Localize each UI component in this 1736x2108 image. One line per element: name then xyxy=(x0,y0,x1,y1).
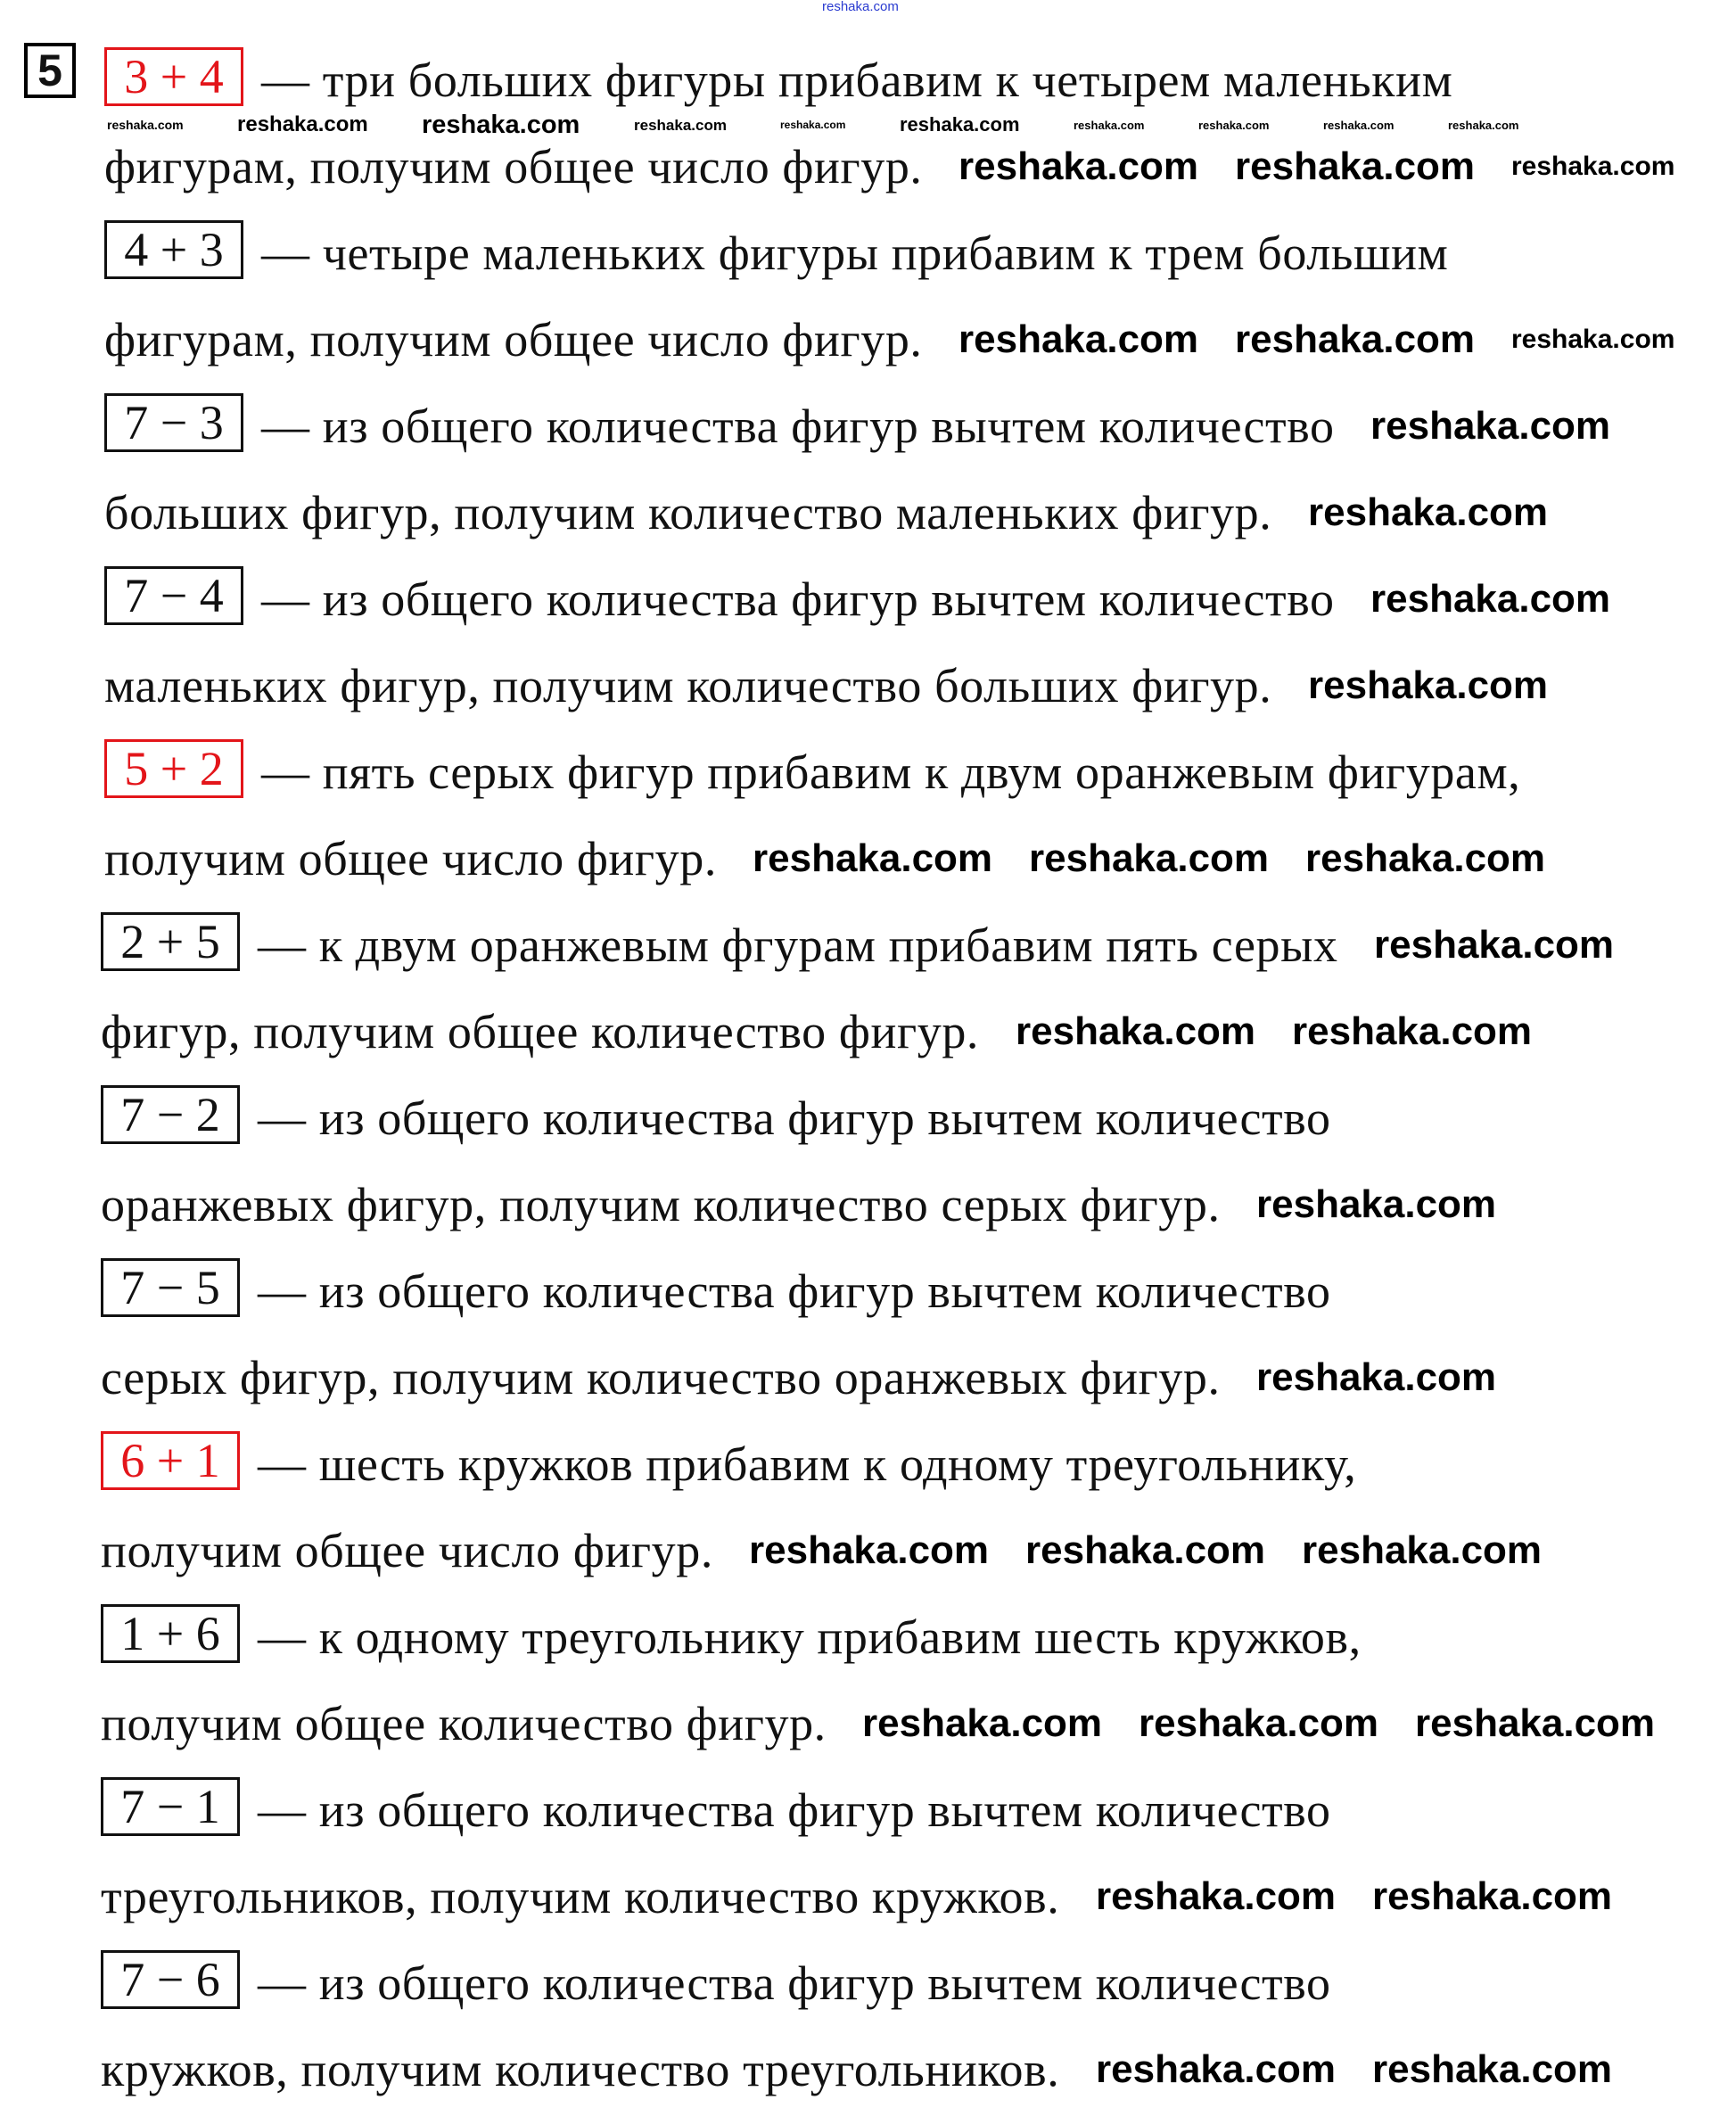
explanation-line-1: — из общего количества фигур вычтем количество xyxy=(258,1956,1331,2010)
watermark-text: reshaka.com xyxy=(959,317,1199,361)
watermark-text: reshaka.com xyxy=(237,112,368,136)
watermark-text: reshaka.com xyxy=(1370,577,1611,621)
watermark-text: reshaka.com xyxy=(780,119,846,131)
watermark-text: reshaka.com xyxy=(749,1528,990,1572)
expression-box: 7 − 5 xyxy=(101,1258,240,1317)
explanation-line-1: — из общего количества фигур вычтем количество xyxy=(258,1091,1331,1145)
expression-box: 7 − 2 xyxy=(101,1085,240,1144)
watermark-text: reshaka.com xyxy=(422,110,580,139)
watermark-text: reshaka.com xyxy=(1302,1528,1543,1572)
watermark-text: reshaka.com xyxy=(1016,1009,1256,1053)
watermark-text: reshaka.com xyxy=(1198,118,1270,132)
explanation-line-1: — из общего количества фигур вычтем количество xyxy=(261,399,1335,453)
expression-box: 2 + 5 xyxy=(101,912,240,971)
explanation-line-1: — шесть кружков прибавим к одному треугольнику, xyxy=(258,1437,1357,1491)
explanation-line-1: — к двум оранжевым фгурам прибавим пять серых xyxy=(258,918,1338,972)
watermark-text: reshaka.com xyxy=(1511,152,1675,181)
watermark-text: reshaka.com xyxy=(822,0,899,14)
watermark-text: reshaka.com xyxy=(1323,118,1395,132)
watermark-text: reshaka.com xyxy=(1415,1701,1656,1745)
watermark-text: reshaka.com xyxy=(1511,325,1675,354)
watermark-text: reshaka.com xyxy=(900,113,1020,136)
explanation-line-2: получим общее число фигур. xyxy=(101,1524,713,1577)
expression-box: 4 + 3 xyxy=(104,220,243,279)
watermark-text: reshaka.com xyxy=(1372,2047,1613,2091)
watermark-text: reshaka.com xyxy=(634,116,727,134)
explanation-line-2: треугольников, получим количество кружков. xyxy=(101,1870,1060,1923)
explanation-line-2: фигурам, получим общее число фигур. xyxy=(104,140,923,194)
expression-box: 1 + 6 xyxy=(101,1604,240,1663)
watermark-text: reshaka.com xyxy=(1370,404,1611,448)
explanation-line-2: кружков, получим количество треугольников. xyxy=(101,2043,1060,2096)
explanation-line-1: — из общего количества фигур вычтем количество xyxy=(258,1783,1331,1837)
explanation-line-1: — к одному треугольнику прибавим шесть кружков, xyxy=(258,1610,1362,1664)
expression-box: 7 − 4 xyxy=(104,566,243,625)
watermark-text: reshaka.com xyxy=(1448,118,1519,132)
watermark-text: reshaka.com xyxy=(1096,2047,1337,2091)
explanation-line-2: маленьких фигур, получим количество больших фигур. xyxy=(104,659,1272,712)
explanation-line-1: — из общего количества фигур вычтем количество xyxy=(258,1264,1331,1318)
watermark-text: reshaka.com xyxy=(1256,1355,1497,1399)
expression-box: 7 − 3 xyxy=(104,393,243,452)
explanation-line-2: оранжевых фигур, получим количество серых фигур. xyxy=(101,1178,1221,1231)
explanation-line-2: фигур, получим общее количество фигур. xyxy=(101,1005,980,1058)
explanation-line-2: серых фигур, получим количество оранжевых фигур. xyxy=(101,1351,1221,1404)
explanation-line-2: больших фигур, получим количество маленьких фигур. xyxy=(104,486,1272,539)
watermark-text: reshaka.com xyxy=(1235,317,1476,361)
task-number-badge: 5 xyxy=(24,43,76,98)
watermark-text: reshaka.com xyxy=(107,118,184,132)
watermark-text: reshaka.com xyxy=(1256,1182,1497,1226)
explanation-line-2: фигурам, получим общее число фигур. xyxy=(104,313,923,366)
watermark-text: reshaka.com xyxy=(959,144,1199,188)
watermark-text: reshaka.com xyxy=(1025,1528,1266,1572)
explanation-line-2: получим общее число фигур. xyxy=(104,832,717,885)
watermark-text: reshaka.com xyxy=(1139,1701,1379,1745)
explanation-line-1: — пять серых фигур прибавим к двум оранжевым фигурам, xyxy=(261,745,1521,799)
watermark-text: reshaka.com xyxy=(862,1701,1103,1745)
explanation-line-1: — из общего количества фигур вычтем количество xyxy=(261,572,1335,626)
expression-box: 7 − 6 xyxy=(101,1950,240,2009)
watermark-text: reshaka.com xyxy=(1096,1874,1337,1918)
expression-box: 5 + 2 xyxy=(104,739,243,798)
watermark-text: reshaka.com xyxy=(1029,836,1270,880)
watermark-text: reshaka.com xyxy=(753,836,993,880)
watermark-text: reshaka.com xyxy=(1292,1009,1533,1053)
expression-box: 6 + 1 xyxy=(101,1431,240,1490)
explanation-line-2: получим общее количество фигур. xyxy=(101,1697,827,1750)
expression-box: 7 − 1 xyxy=(101,1777,240,1836)
explanation-line-1: — три больших фигуры прибавим к четырем маленьким xyxy=(261,54,1453,107)
watermark-text: reshaka.com xyxy=(1235,144,1476,188)
expression-box: 3 + 4 xyxy=(104,47,243,106)
watermark-text: reshaka.com xyxy=(1308,490,1549,534)
watermark-text: reshaka.com xyxy=(1308,663,1549,707)
watermark-text: reshaka.com xyxy=(1374,923,1615,967)
watermark-text: reshaka.com xyxy=(1074,118,1145,132)
watermark-text: reshaka.com xyxy=(1305,836,1546,880)
watermark-text: reshaka.com xyxy=(1372,1874,1613,1918)
explanation-line-1: — четыре маленьких фигуры прибавим к трем большим xyxy=(261,226,1449,280)
